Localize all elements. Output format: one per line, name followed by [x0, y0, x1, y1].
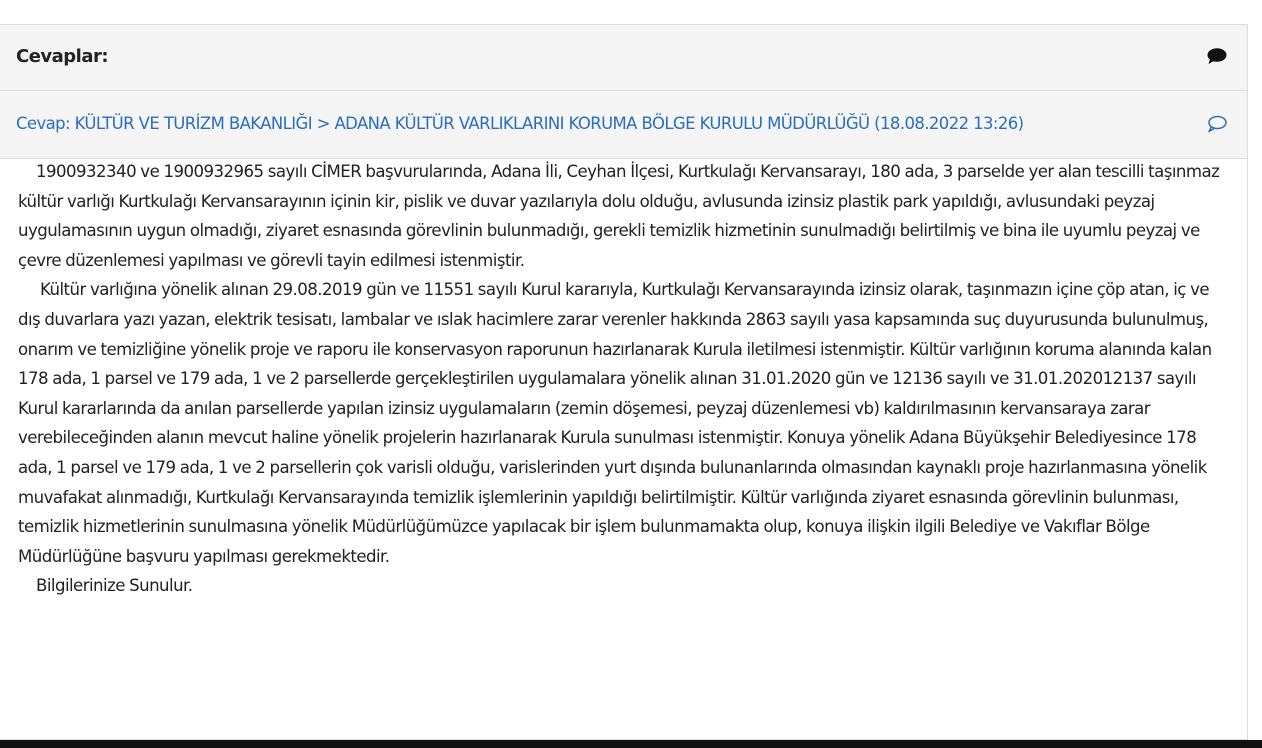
answer-paragraph: Kültür varlığına yönelik alınan 29.08.2019 gün ve 11551 sayılı Kurul kararıyla, Kurtkulağı Kervansarayında izinsiz olarak, taşınmazın içine çöp atan, iç ve dış duvarlara yazı yazan, elektrik tesisatı, lambalar ve ıslak hacimlere zarar verenler hakkında 2863 sayılı yasa kapsamında suç duyurusunda bulunulmuş, onarım ve temizliğine yönelik proje ve raporu ile konservasyon raporunun hazırlanarak Kurula iletilmesi istenmiştir. Kültür varlığının koruma alanında kalan 178 ada, 1 parsel ve 179 ada, 1 ve 2 parsellerde gerçekleştirilen uygulamalara yönelik alınan 31.01.2020 gün ve 12136 sayılı ve 31.01.202012137 sayılı Kurul kararlarında da anılan parsellerde yapılan izinsiz uygulamaların (zemin döşemesi, peyzaj düzenlemesi vb) kaldırılmasının kervansaraya zarar verebileceğinden alanın mevcut haline yönelik projelerin hazırlanarak Kurula sunulması istenmiştir. Konuya yönelik Adana Büyükşehir Belediyesince 178 ada, 1 parsel ve 179 ada, 1 ve 2 parsellerin çok varisli olduğu, varislerinden yurt dışında bulunanlarında olmasından kaynaklı proje hazırlanmasına yönelik muvafakat alınmadığı, Kurtkulağı Kervansarayında temizlik işlemlerinin yapıldığı belirtilmiştir. Kültür varlığında ziyaret esnasında görevlinin bulunması, temizlik hizmetlerinin sunulmasına yönelik Müdürlüğümüzce yapılacak bir işlem bulunmamakta olup, konuya ilişkin ilgili Belediye ve Vakıflar Bölge Müdürlüğüne başvuru yapılması gerekmektedir.	[18, 280, 1212, 566]
answers-heading-title: Cevaplar:	[16, 46, 109, 67]
answer-heading	[0, 91, 1247, 159]
top-spacer	[0, 0, 1262, 24]
answer-body	[18, 157, 1228, 601]
answers-panel-heading	[0, 25, 1247, 91]
answer-paragraph: 1900932340 ve 1900932965 sayılı CİMER başvurularında, Adana İli, Ceyhan İlçesi, Kurtkulağı Kervansarayı, 180 ada, 3 parselde yer alan tescilli taşınmaz kültür varlığı Kurtkulağı Kervansarayının içinin kir, pislik ve duvar yazılarıyla dolu olduğu, avlusunda izinsiz plastik park yapıldığı, avlusundaki peyzaj uygulamasının uygun olmadığı, ziyaret esnasında görevlinin bulunmadığı, gerekli temizlik hizmetinin sunulmadığı belirtilmiş ve bina ile uyumlu peyzaj ve çevre düzenlemesi yapılması ve görevli tayin edilmesi istenmiştir.	[18, 162, 1220, 270]
bottom-edge-bar	[0, 740, 1262, 748]
comment-outline-icon[interactable]	[1207, 115, 1227, 133]
answer-heading-link[interactable]: Cevap: KÜLTÜR VE TURİZM BAKANLIĞI > ADANA KÜLTÜR VARLIKLARINI KORUMA BÖLGE KURULU MÜDÜRLÜĞÜ (18.08.2022 13:26)	[16, 114, 1024, 133]
answer-closing: Bilgilerinize Sunulur.	[36, 576, 193, 596]
comment-solid-icon	[1207, 47, 1227, 65]
